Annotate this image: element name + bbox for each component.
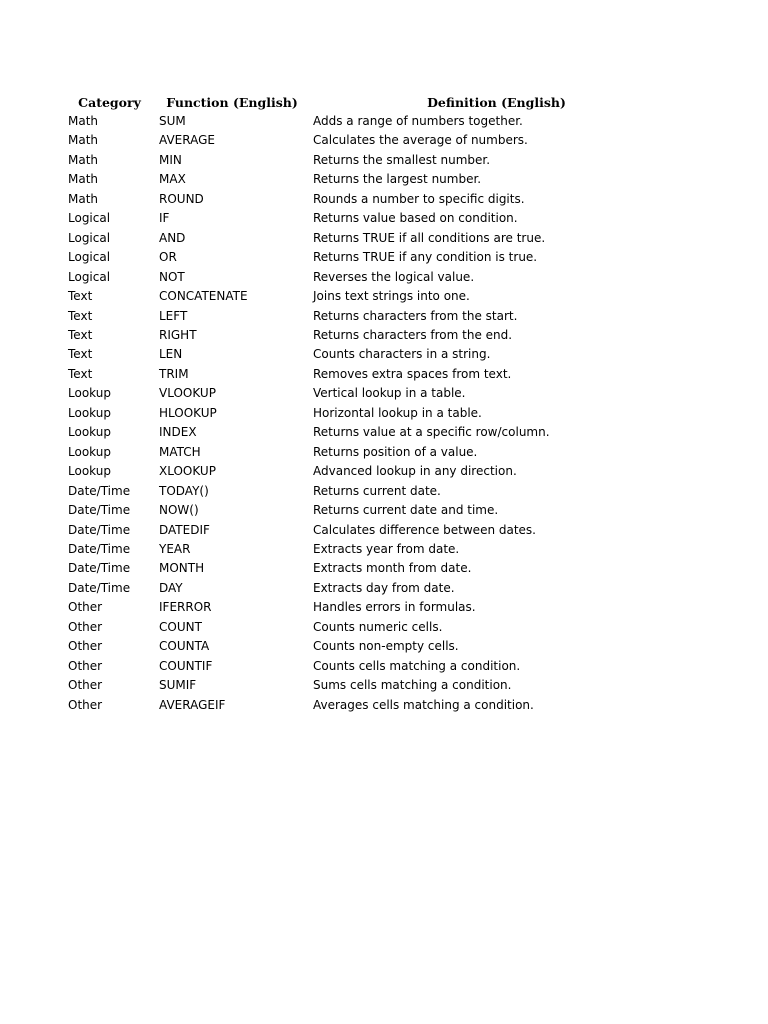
table-row: [64, 559, 684, 578]
function-cell: INDEX: [159, 425, 197, 440]
table-row: [64, 229, 684, 248]
category-cell: Date/Time: [68, 541, 131, 556]
function-cell: IF: [159, 211, 170, 226]
function-cell: DATEDIF: [159, 522, 210, 537]
definition-cell: Sums cells matching a condition.: [313, 678, 512, 693]
category-cell: Date/Time: [68, 503, 131, 518]
table-row: [64, 365, 684, 384]
definition-cell: Returns current date and time.: [313, 503, 499, 518]
category-cell: Lookup: [68, 444, 111, 459]
category-cell: Date/Time: [68, 561, 131, 576]
function-cell: AVERAGEIF: [159, 697, 226, 712]
table-row: [64, 579, 684, 598]
category-cell: Text: [68, 308, 93, 323]
category-cell: Other: [68, 619, 103, 634]
table-row: [64, 423, 684, 442]
definition-cell: Handles errors in formulas.: [313, 600, 476, 615]
definition-cell: Returns value at a specific row/column.: [313, 425, 550, 440]
definition-cell: Averages cells matching a condition.: [313, 697, 534, 712]
function-cell: SUMIF: [159, 678, 197, 693]
definition-cell: Adds a range of numbers together.: [313, 114, 523, 128]
functions-sheet: [64, 93, 684, 715]
function-cell: TRIM: [159, 366, 189, 381]
category-cell: Math: [68, 114, 99, 128]
function-cell: COUNTIF: [159, 658, 213, 673]
table-row: [64, 676, 684, 695]
definition-cell: Advanced lookup in any direction.: [313, 464, 517, 479]
table-row: [64, 462, 684, 481]
table-row: [64, 345, 684, 364]
table-row: [64, 307, 684, 326]
function-cell: NOW(): [159, 503, 199, 518]
category-cell: Other: [68, 658, 103, 673]
table-row: [64, 384, 684, 403]
table-row: [64, 598, 684, 617]
function-cell: HLOOKUP: [159, 405, 217, 420]
function-cell: AND: [159, 230, 186, 245]
definition-cell: Reverses the logical value.: [313, 269, 475, 284]
category-cell: Text: [68, 327, 93, 342]
function-cell: YEAR: [159, 541, 191, 556]
table-row: [64, 326, 684, 345]
function-cell: IFERROR: [159, 600, 212, 615]
table-row: [64, 501, 684, 520]
category-cell: Lookup: [68, 425, 111, 440]
category-cell: Math: [68, 172, 99, 187]
definition-cell: Returns TRUE if any condition is true.: [313, 250, 538, 265]
function-cell: XLOOKUP: [159, 464, 216, 479]
table-row: [64, 287, 684, 306]
definition-cell: Counts characters in a string.: [313, 347, 491, 362]
definition-cell: Counts numeric cells.: [313, 619, 443, 634]
table-row: [64, 482, 684, 501]
table-row: [64, 151, 684, 170]
table-row: [64, 618, 684, 637]
definition-cell: Counts non-empty cells.: [313, 639, 459, 654]
category-cell: Text: [68, 289, 93, 304]
table-row: [64, 443, 684, 462]
category-cell: Logical: [68, 269, 111, 284]
function-cell: VLOOKUP: [159, 386, 216, 401]
header-function: Function (English): [166, 95, 298, 110]
definition-cell: Joins text strings into one.: [313, 289, 470, 304]
function-cell: AVERAGE: [159, 133, 215, 148]
table-row: [64, 170, 684, 189]
category-cell: Math: [68, 191, 99, 206]
category-cell: Date/Time: [68, 580, 131, 595]
definition-cell: Returns TRUE if all conditions are true.: [313, 230, 546, 245]
definition-cell: Returns value based on condition.: [313, 211, 518, 226]
table-row: [64, 209, 684, 228]
category-cell: Logical: [68, 230, 111, 245]
definition-cell: Returns characters from the start.: [313, 308, 518, 323]
category-cell: Other: [68, 678, 103, 693]
table-header: [64, 93, 684, 112]
table-row: [64, 657, 684, 676]
category-cell: Other: [68, 600, 103, 615]
definition-cell: Returns position of a value.: [313, 444, 478, 459]
definition-cell: Calculates the average of numbers.: [313, 133, 528, 148]
function-cell: MATCH: [159, 444, 201, 459]
definition-cell: Extracts month from date.: [313, 561, 472, 576]
table-row: [64, 521, 684, 540]
function-cell: MIN: [159, 152, 182, 167]
definition-cell: Returns current date.: [313, 483, 441, 498]
function-cell: SUM: [159, 114, 186, 128]
function-cell: ROUND: [159, 191, 204, 206]
category-cell: Lookup: [68, 386, 111, 401]
definition-cell: Extracts year from date.: [313, 541, 460, 556]
function-cell: COUNT: [159, 619, 202, 634]
function-cell: MAX: [159, 172, 186, 187]
definition-cell: Vertical lookup in a table.: [313, 386, 466, 401]
function-cell: RIGHT: [159, 327, 197, 342]
category-cell: Logical: [68, 211, 111, 226]
category-cell: Other: [68, 697, 103, 712]
category-cell: Date/Time: [68, 522, 131, 537]
function-cell: CONCATENATE: [159, 289, 248, 304]
definition-cell: Counts cells matching a condition.: [313, 658, 521, 673]
definition-cell: Extracts day from date.: [313, 580, 455, 595]
function-cell: DAY: [159, 580, 183, 595]
definition-cell: Calculates difference between dates.: [313, 522, 536, 537]
function-cell: COUNTA: [159, 639, 210, 654]
category-cell: Logical: [68, 250, 111, 265]
category-cell: Math: [68, 133, 99, 148]
function-cell: LEFT: [159, 308, 188, 323]
category-cell: Lookup: [68, 405, 111, 420]
table-row: [64, 540, 684, 559]
function-cell: OR: [159, 250, 177, 265]
table-row: [64, 248, 684, 267]
table-row: [64, 131, 684, 150]
table-row: [64, 268, 684, 287]
definition-cell: Rounds a number to specific digits.: [313, 191, 525, 206]
category-cell: Math: [68, 152, 99, 167]
function-cell: TODAY(): [159, 483, 209, 498]
definition-cell: Horizontal lookup in a table.: [313, 405, 482, 420]
category-cell: Date/Time: [68, 483, 131, 498]
table-row: [64, 637, 684, 656]
header-row: [64, 93, 684, 112]
definition-cell: Removes extra spaces from text.: [313, 366, 512, 381]
definition-cell: Returns the largest number.: [313, 172, 482, 187]
function-cell: LEN: [159, 347, 183, 362]
table-row: [64, 190, 684, 209]
category-cell: Lookup: [68, 464, 111, 479]
table-body: [64, 112, 684, 715]
table-row: [64, 696, 684, 715]
function-cell: NOT: [159, 269, 185, 284]
category-cell: Other: [68, 639, 103, 654]
category-cell: Text: [68, 347, 93, 362]
definition-cell: Returns the smallest number.: [313, 152, 491, 167]
definition-cell: Returns characters from the end.: [313, 327, 513, 342]
header-category: Category: [78, 95, 141, 110]
table-row: [64, 404, 684, 423]
functions-table: [64, 93, 684, 715]
table-row: [64, 112, 684, 131]
function-cell: MONTH: [159, 561, 205, 576]
category-cell: Text: [68, 366, 93, 381]
header-definition: Definition (English): [427, 95, 566, 110]
